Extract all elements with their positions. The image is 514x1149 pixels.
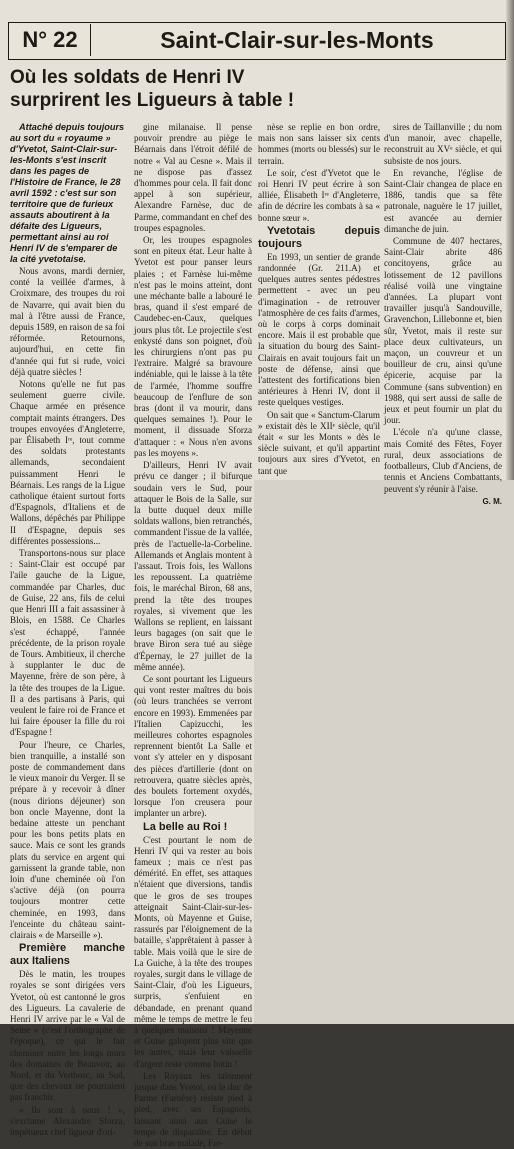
article-lead: Attaché depuis toujours au sort du « royaume » d'Yvetot, Saint-Clair-sur-les-Monts s'est inscrit dans les pages de l'Histoire de France, le 28 avril 1592 : c'est sur son territoire que de furieux assauts aboutirent à la défaite des Ligueurs, permettant ainsi au roi Henri IV de s'emparer de la cité yvetotaise. xyxy=(10,122,125,264)
paragraph: En revanche, l'église de Saint-Clair changea de place en 1886, tandis que sa fête patronale, naguère le 17 juillet, est avancée au dernier dimanche de juin. xyxy=(384,167,502,234)
author-signature: G. M. xyxy=(482,496,502,506)
paragraph: C'est pourtant le nom de Henri IV qui va rester au bois fameux ; mais ce n'est pas démérité. En effet, ses attaques n'étaient que diversions, tandis que le gros de ses troupes atteignait Saint-Clair-sur-les-Monts, où Mayenne et Guise, rassurés par l'éloignement de la bataille, s'apprêtaient à passer à table. Mais voilà que le sire de La Guiche, à la tête des troupes royales, surgit dans le village de Saint-Clair, d'où les Ligueurs, surpris, s'enfuient en débandade, en prenant quand même le temps de mettre le feu à quelques maisons ! Mayenne et Guise galopent plus vite que les autres, mais leur vaisselle d'argent reste comme butin ! xyxy=(134,834,252,1069)
paragraph: Nous avons, mardi dernier, conté la veillée d'armes, à Croixmare, des troupes du roi de Navarre, qui avait bien du mal à l'être aussi de France, depuis 1589, en raison de sa foi réformée. Retournons, aujourd'hui, en cette fin d'année qui fut si rude, voici déjà quatre siècles ! xyxy=(10,266,125,377)
paragraph: Commune de 407 hectares, Saint-Clair abrite 486 concitoyens, grâce au lotissement de 12 pavillons réalisé voilà une vingtaine d'années. La plupart vont travailler jusqu'à Sandouville, Gravenchon, Lillebonne et, bien sûr, Yvetot, mais il reste sur place deux cultivateurs, un maçon, un couvreur et un bouilleur de cru, ainsi qu'une épicerie, acquise par la Commune (sans subvention) en 1988, qui sert aussi de salle de jeux et peut fournir un plat du jour. xyxy=(384,236,502,426)
paragraph: Notons qu'elle ne fut pas seulement guerre civile. Chaque armée en présence comptait maints étrangers. Des troupes envoyées d'Angleterre, par Élisabeth Iʳᵉ, tout comme des soldats protestants allemands, secondaient puissamment Henri le Béarnais. Les rangs de la Ligue catholique étaient surtout forts d'Espagnols, d'Italiens et de Wallons, dépêchés par Philippe II d'Espagne, depuis ses différentes possessions... xyxy=(10,379,125,546)
column-4 xyxy=(384,122,502,506)
paragraph: Pour l'heure, ce Charles, bien tranquille, a installé son poste de commandement dans le vieux manoir du Verger. Il se prépare à y recevoir à dîner (nous dirions déjeuner) son bon oncle Mayenne, dont la bedaine atteste un penchant pour les bons petits plats en sauce. Mais ce sont les grands plats du service en argent qui garnissent la grande table, non loin d'une cheminée où l'on s'active déjà (on pourra toujours montrer cette cheminée, en 1993, dans l'enceinte du château saint-clairais « de Marseille »). xyxy=(10,739,125,940)
paragraph: Dès le matin, les troupes royales se sont dirigées vers Yvetot, où est cantonné le gros des Ligueurs. La cavalerie de Henri IV arrive par le « Val de Seine » (c'est l'orthographe de l'époque), ce qui le fait cheminer entre les longs murs des domaines de Beauvoir, au Nord, et du Vertbosc, au Sud, que des chevaux ne pourraient pas franchir. xyxy=(10,969,125,1103)
paragraph: sires de Taillanville ; du nom d'un manoir, avec chapelle, reconstruit au XVᵉ siècle, et qui subsiste de nos jours. xyxy=(384,122,502,166)
headline xyxy=(10,66,500,112)
paragraph: Transportons-nous sur place : Saint-Clair est occupé par l'aile gauche de la Ligue, commandée par Charles, duc de Guise, 22 ans, fils de celui que Henri III a fait assassiner à Blois, en 1588. Ce Charles s'est échappé, l'année précédente, de la prison royale de Tours. Ambitieux, il cherche à supplanter le duc de Mayenne, frère de son père, à la tête des troupes de la Ligue. Il a des partisans à Paris, qui veulent le faire roi de France et lui faire épouser la fille du roi d'Espagne ! xyxy=(10,548,125,738)
paragraph: gine milanaise. Il pense pouvoir prendre au piège le Béarnais dans l'étroit défilé de notre « Val au Cesne ». Mais il ne dispose pas d'assez d'hommes pour cela. Il fait donc appel à son supérieur, Alexandre Farnèse, duc de Parme, commandant en chef des troupes espagnoles. xyxy=(134,122,252,233)
paragraph: nèse se replie en bon ordre, mais non sans laisser six cents hommes (morts ou blessés) sur le terrain. xyxy=(258,122,380,166)
paragraph: Ce sont pourtant les Ligueurs qui vont rester maîtres du bois (où leurs tranchées se verront encore en 1993). Emmenées par l'Italien Capizucchi, les meilleures cohortes espagnoles reprennent bientôt La Salle et vont s'y atteler en y disposant des pièces d'artillerie (dont on retrouvera, quatre siècles après, des boulets fortement oxydés, lorsque l'on creusera pour implanter un arbre). xyxy=(134,673,252,819)
subheading-la-belle-au-roi: La belle au Roi ! xyxy=(143,820,228,833)
column-2 xyxy=(134,122,252,1149)
paragraph: Or, les troupes espagnoles sont en piteux état. Leur halte à Yvetot est pour panser leurs plaies ; et Farnèse lui-même n'est pas le moins atteint, dont une méchante balle a labouré le bras, quand il s'est emparé de Caudebec-en-Caux, quelques jours plus tôt. Le projectile s'est enkysté dans son poignet, d'où les chirurgiens n'ont pas pu l'extraire. Malgré sa bravoure indéniable, qui le laisse à la tête de l'armée, l'homme souffre beaucoup de l'enflure de son bras (dont il va mourir, dans quelques semaines !). Pour le moment, il dissuade Sforza d'attaquer : « Nous n'en avons pas les moyens ». xyxy=(134,235,252,458)
paragraph: Le soir, c'est d'Yvetot que le roi Henri IV peut écrire à son alliée, Élisabeth Iʳᵉ d'Angleterre, afin de décrire les combats à sa « bonne sœur ». xyxy=(258,167,380,223)
paragraph: En 1993, un sentier de grande randonnée (Gr. 211.A) et quelques autres sentes pédestres permettent - avec un peu d'imagination - de retrouver l'atmosphère de ces faits d'armes, où le corps à corps dominait encore. Mais il est probable que la situation du bourg des Saint-Clairais en avait toujours fait un poste de défense, ainsi que l'attestent des fortifications bien antérieures à Henri IV, dont il reste quelques vestiges. xyxy=(258,251,380,408)
place-title: Saint-Clair-sur-les-Monts xyxy=(160,27,434,53)
column-3 xyxy=(258,122,380,592)
subheading-premiere-manche: Première manche aux Italiens xyxy=(10,942,125,968)
issue-number: N° 22 xyxy=(10,24,91,56)
paragraph: D'ailleurs, Henri IV avait prévu ce danger ; il bifurque soudain vers le Sud, pour attaquer le Bois de la Salle, sur la butte duquel deux mille soldats wallons, bien retranchés, commandent l'issue de la vallée, près de l'actuelle-la-Corbeline. Allemands et Anglais montent à l'assaut. Trois fois, les Wallons les repoussent. La quatrième fois, le maréchal Biron, 68 ans, prend la tête des troupes royales, si vivement que les Wallons se replient, en laissant leurs bagages (on sait que le brave Biron sera tué au siège d'Épernay, le 27 juillet de la même année). xyxy=(134,460,252,672)
paragraph: On sait que « Sanctum-Clarum » existait dès le XIIᵉ siècle, qu'il était « sur les Monts » dès le siècle suivant, et qu'il appartint toujours aux sires d'Yvetot, en tant que xyxy=(258,409,380,476)
headline-line-1: Où les soldats de Henri IV xyxy=(10,67,245,88)
paragraph: Les Royaux les talonnent jusque dans Yvetot, où le duc de Parme (Farnèse) résiste pied à pied, avec ses Espagnols, laissant ainsi aux Guise le temps de disparaître. En début de son bras malade, Far- xyxy=(134,1070,252,1149)
column-1 xyxy=(10,122,125,1138)
headline-line-2: surprirent les Ligueurs à table ! xyxy=(10,90,295,111)
subheading-yvetotais: Yvetotais depuis toujours xyxy=(258,224,380,250)
paragraph: « Ils sont à nous ! », s'exclame Alexandre Sforza, impétueux chef ligueur d'ori- xyxy=(10,1104,125,1138)
paragraph: L'école n'a qu'une classe, mais Comité des Fêtes, Foyer rural, deux associations de footballeurs, Club d'Anciens, de tennis et Anciens Combattants, peuvent s'y réunir à l'aise. xyxy=(384,427,502,494)
